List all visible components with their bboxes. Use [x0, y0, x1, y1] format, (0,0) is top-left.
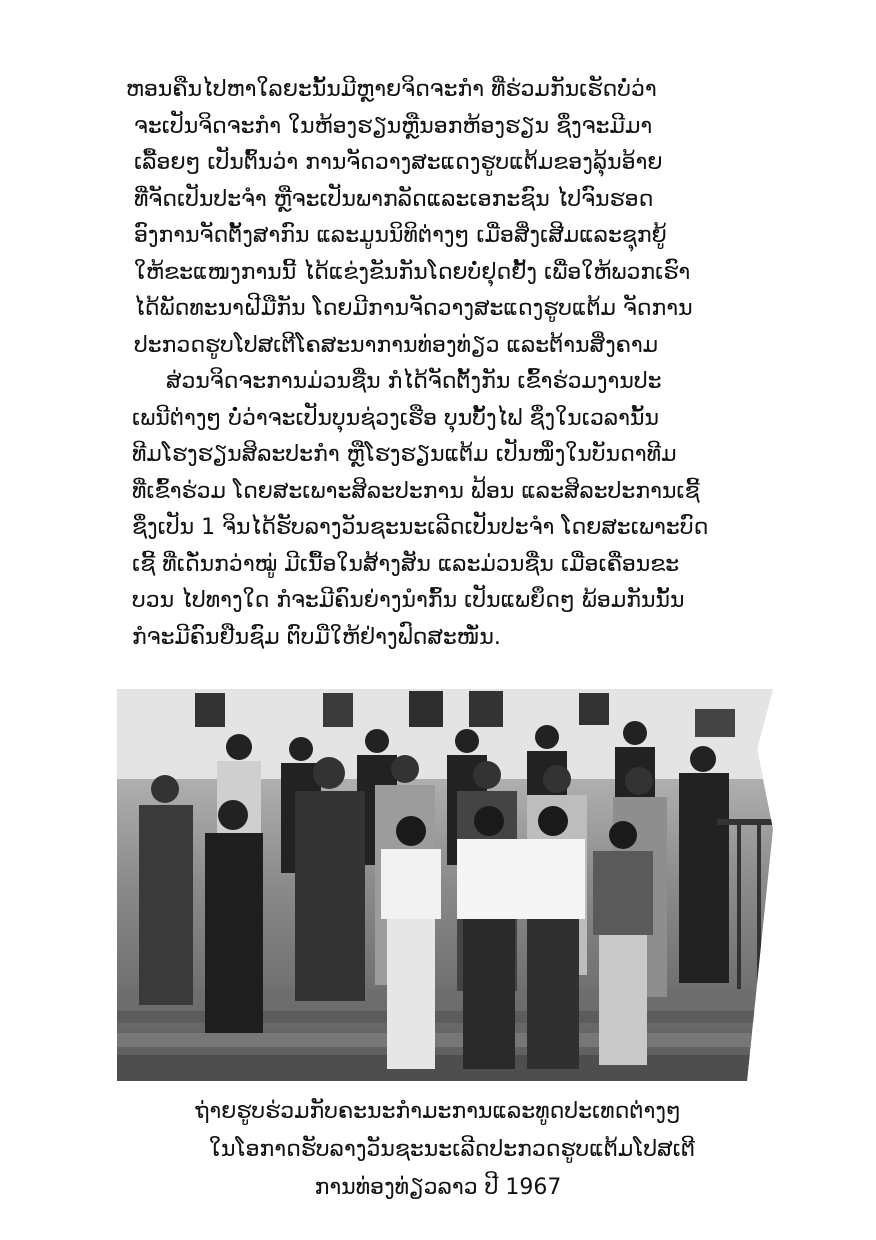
- caption-line: ຖ່າຍຮູບຮ່ວມກັບຄະນະກຳມະການແລະທູດປະເທດຕ່າງໆ: [195, 1099, 681, 1124]
- text-line: ໄດ້ພັດທະນາຝີມືກັນ ໂດຍມີການຈັດວາງສະແດງຮູບແຕ້ມ ຈັດການ: [134, 296, 693, 321]
- text-line: ທີ່ຈັດເປັນປະຈຳ ຫຼືຈະເປັນພາກລັດແລະເອກະຊົນ ໄປຈົນຮອດ: [134, 186, 654, 212]
- text-line: ປະກວດຮູບໂປສເຕີໂຄສະນາການທ່ອງທ່ຽວ ແລະຕ້ານສິ່ງຄາມ: [134, 332, 659, 358]
- group-photo-image: [117, 689, 773, 1081]
- paragraph-2: [126, 364, 756, 656]
- caption-line: ການທ່ອງທ່ຽວລາວ ປີ 1967: [314, 1175, 562, 1200]
- text-line: ບວນ ໄປທາງໃດ ກໍຈະມີຄົນຍ່າງນຳກົ້ນ ເປັນແພຍຶດໆ ພ້ອມກັນນັ້ນ: [132, 588, 685, 613]
- text-line: ເພນີຕ່າງໆ ບໍ່ວ່າຈະເປັນບຸນຊ່ວງເຮືອ ບຸນບັ້ງໄຟ ຊຶ່ງໃນເວລານັ້ນ: [132, 405, 659, 431]
- text-line: ເຊີ້ ທີ່ເດັ່ນກວ່າໝູ່ ມີເນື້ອໃນສ້າງສັນ ແລະມ່ວນຊື່ນ ເມື່ອເຄື່ອນຂະ: [132, 551, 680, 577]
- text-line: ຊຶ່ງເປັນ 1 ຈິນໄດ້ຮັບລາງວັນຊະນະເລີດເປັນປະຈຳ ໂດຍສະເພາະບົດ: [132, 515, 709, 540]
- body-text: [126, 72, 756, 656]
- text-line: ທີ່ເຂົ້າຮ່ວມ ໂດຍສະເພາະສິລະປະການ ຟ້ອນ ແລະສິລະປະການເຊີ້: [132, 478, 700, 504]
- photo-caption: [100, 1093, 776, 1207]
- text-line: ອົງການຈັດຕັ້ງສາກົນ ແລະມູນນິທິຕ່າງໆ ເມື່ອສິ່ງເສີມແລະຊຸກຍູ້: [134, 223, 667, 248]
- caption-line: ໃນໂອກາດຮັບລາງວັນຊະນະເລີດປະກວດຮູບແຕ້ມໂປສເຕີ: [208, 1137, 696, 1162]
- text-line: ສ່ວນຈິດຈະການມ່ວນຊື່ນ ກໍໄດ້ຈັດຕັ້ງກັນ ເຂົ້າຮ່ວມງານປະ: [166, 369, 662, 394]
- text-line: ທີມໂຮງຮຽນສິລະປະກຳ ຫຼືໂຮງຮຽນແຕ້ມ ເປັນໜຶ່ງໃນບັນດາທີມ: [132, 442, 677, 467]
- group-photo: [117, 689, 773, 1081]
- text-line: ຈະເປັນຈິດຈະກຳ ໃນຫ້ອງຮຽນຫຼືນອກຫ້ອງຮຽນ ຊຶ່ງຈະມີມາ: [134, 113, 653, 139]
- text-line: ຫອນຄືນໄປຫາໃລຍະນັ້ນມີຫຼາຍຈິດຈະກຳ ທີ່ຮ່ວມກັນເຮັດບໍ່ວ່າ: [126, 77, 657, 102]
- text-line: ເລື້ອຍໆ ເປັນຕົ້ນວ່າ ການຈັດວາງສະແດງຮູບແຕ້ມຂອງລຸ້ນອ້າຍ: [134, 150, 663, 175]
- text-line: ກໍຈະມີຄົນຢືນຊົມ ຕົບມືໃຫ້ຢ່າງຟົດສະໜັ່ນ.: [132, 624, 501, 650]
- text-line: ໃຫ້ຂະແໜງການນີ້ ໄດ້ແຂ່ງຂັນກັນໂດຍບໍ່ຢຸດຢັ້ງ ເພື່ອໃຫ້ພວກເຮົາ: [134, 259, 691, 285]
- paragraph-1: [126, 72, 756, 364]
